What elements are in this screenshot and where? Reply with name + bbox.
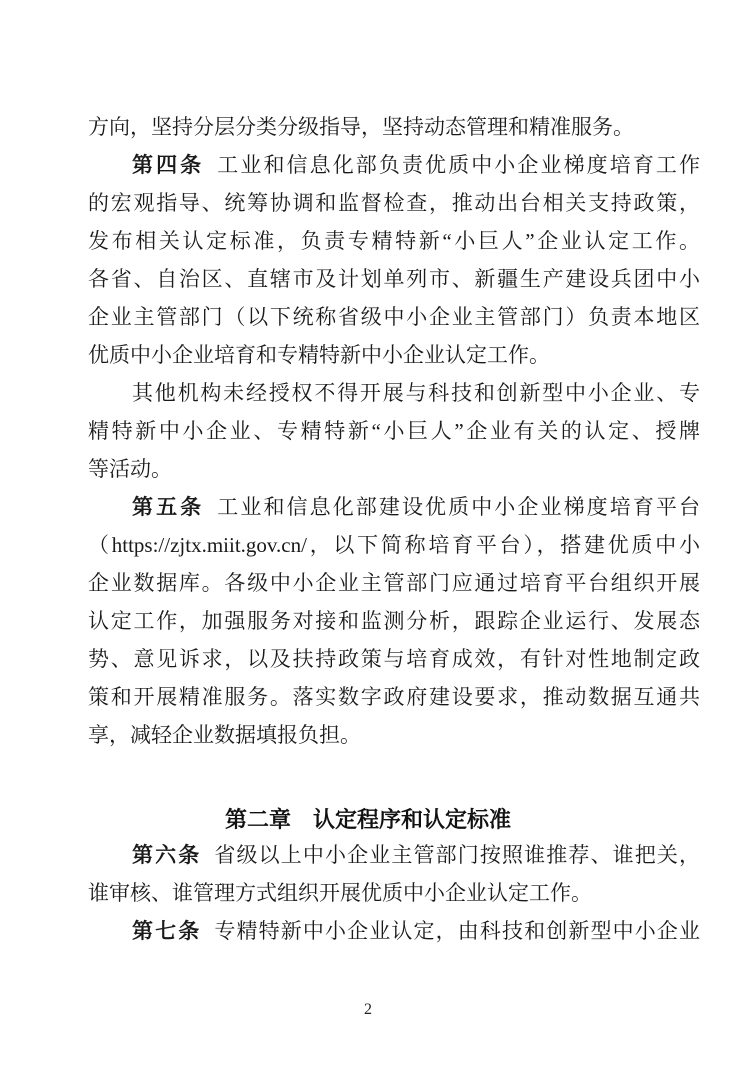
article-number-label: 第四条: [132, 154, 205, 177]
text-line: [88, 336, 700, 374]
line-text: 专精特新中小企业认定，由科技和创新型中小企业: [214, 919, 700, 943]
text-line: [88, 412, 700, 450]
line-text: 各省、自治区、直辖市及计划单列市、新疆生产建设兵团中小: [88, 267, 700, 291]
line-text: 势、意见诉求，以及扶持政策与培育成效，有针对性地制定政: [88, 647, 700, 671]
text-line: [88, 184, 700, 222]
text-line: [88, 874, 700, 912]
text-line: [88, 450, 700, 488]
article-number-label: 第七条: [132, 920, 202, 943]
text-line: [88, 678, 700, 716]
line-text: 省级以上中小企业主管部门按照谁推荐、谁把关，: [214, 843, 700, 867]
line-text: 企业数据库。各级中小企业主管部门应通过培育平台组织开展: [88, 571, 700, 595]
text-line: [88, 836, 700, 874]
line-text: 等活动。: [88, 457, 172, 481]
line-text: 发布相关认定标准，负责专精特新“小巨人”企业认定工作。: [88, 229, 700, 253]
text-line: [88, 526, 700, 564]
line-text: （https://zjtx.miit.gov.cn/，以下简称培育平台），搭建优质中小: [88, 533, 700, 557]
line-text: 其他机构未经授权不得开展与科技和创新型中小企业、专: [132, 381, 700, 405]
text-line: [88, 146, 700, 184]
article-number-label: 第五条: [132, 496, 205, 519]
line-text: 的宏观指导、统筹协调和监督检查，推动出台相关支持政策，: [88, 191, 700, 215]
chapter-heading: 第二章 认定程序和认定标准: [224, 807, 511, 832]
page-number: 2: [364, 1001, 372, 1018]
line-text: 谁审核、谁管理方式组织开展优质中小企业认定工作。: [88, 881, 592, 905]
line-text: 享，减轻企业数据填报负担。: [88, 723, 361, 747]
line-text: 企业主管部门（以下统称省级中小企业主管部门）负责本地区: [88, 305, 700, 329]
text-line: [88, 564, 700, 602]
line-text: 工业和信息化部建设优质中小企业梯度培育平台: [217, 495, 700, 519]
line-text: 认定工作，加强服务对接和监测分析，跟踪企业运行、发展态: [88, 609, 700, 633]
text-line: [88, 716, 700, 754]
line-text: 工业和信息化部负责优质中小企业梯度培育工作: [217, 153, 700, 177]
text-line: [88, 298, 700, 336]
line-text: 精特新中小企业、专精特新“小巨人”企业有关的认定、授牌: [88, 419, 700, 443]
body-text-block-top: [88, 108, 700, 754]
text-line: [88, 222, 700, 260]
line-text: 优质中小企业培育和专精特新中小企业认定工作。: [88, 343, 550, 367]
text-line: [88, 488, 700, 526]
text-line: [88, 108, 700, 146]
article-number-label: 第六条: [132, 844, 202, 867]
text-line: [88, 602, 700, 640]
text-line: [88, 374, 700, 412]
line-text: 策和开展精准服务。落实数字政府建设要求，推动数据互通共: [88, 685, 700, 709]
text-line: [88, 640, 700, 678]
body-text-block-bottom: [88, 836, 700, 950]
text-line: [88, 260, 700, 298]
line-text: 方向，坚持分层分类分级指导，坚持动态管理和精准服务。: [88, 115, 634, 139]
text-line: [88, 912, 700, 950]
